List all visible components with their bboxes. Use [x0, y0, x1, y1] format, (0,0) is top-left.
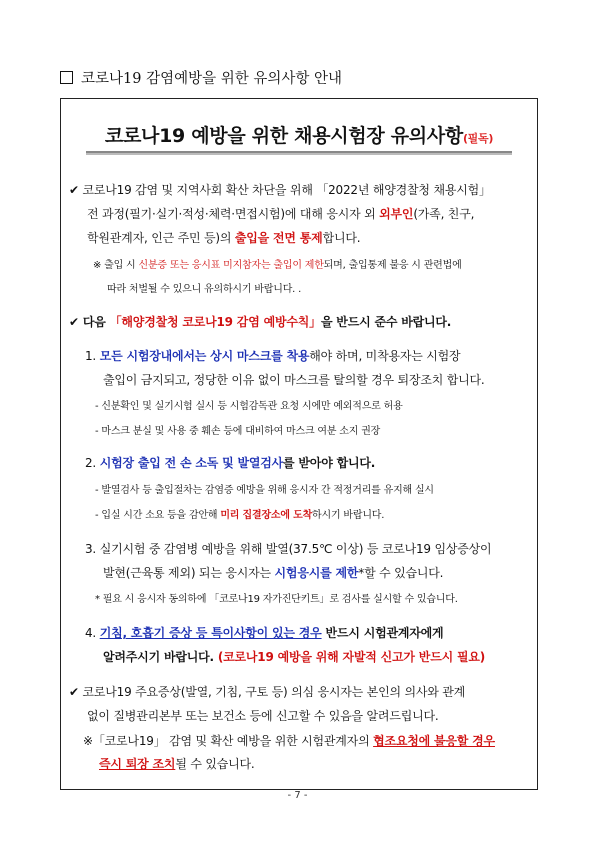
bullet3-line2: 없이 질병관리본부 또는 보건소 등에 신고할 수 있음을 알려드립니다. [87, 709, 439, 723]
item4-text-b: 기침, 호흡기 증상 등 특이사항이 있는 경우 [99, 626, 322, 640]
item2-text-b: 시험장 출입 전 손 소독 및 발열검사 [99, 456, 284, 470]
note2-text-a: ※「코로나19」 감염 및 확산 예방을 위한 시험관계자의 [83, 734, 374, 748]
note2-text-b: 협조요청에 불응할 경우 [373, 734, 495, 748]
item3-text2c: *할 수 있습니다. [358, 566, 444, 580]
check-icon: ✔ [69, 685, 79, 699]
bullet1-text3a: 학원관계자, 인근 주민 등)의 [87, 231, 235, 245]
note2-text2a: 즉시 퇴장 조치 [99, 757, 176, 771]
item3-line2 [103, 564, 443, 581]
note1-text-a: ※ 출입 시 [93, 260, 139, 271]
item4-text2a: 알려주시기 바랍니다. [103, 650, 218, 664]
item4-num: 4. [85, 626, 97, 640]
checkbox-icon [60, 71, 73, 84]
item2-num: 2. [85, 456, 97, 470]
bullet1-line3 [87, 229, 360, 246]
section-heading [60, 67, 342, 88]
note2-line1 [83, 732, 495, 749]
bullet3-line1 [69, 683, 465, 700]
bullet1-text2a: 전 과정(필기·실기·적성·체력·면접시험)에 대해 응시자 외 [87, 207, 380, 221]
bullet1-line1 [69, 181, 491, 198]
item2-line1 [85, 454, 375, 471]
item2-sub2-c: 하시기 바랍니다. [312, 510, 385, 521]
item4-text-c: 반드시 시험관계자에게 [321, 626, 444, 640]
page-number: - 7 - [287, 790, 308, 801]
item2-sub2-b: 미리 집결장소에 도착 [220, 510, 313, 521]
item1-text-c: 해야 하며, 미착용자는 시험장 [309, 349, 461, 363]
item4-line1 [85, 624, 443, 641]
item3-line1 [85, 540, 491, 557]
note1-text-b: 신분증 또는 응시표 미지참자는 출입이 제한 [138, 260, 324, 271]
note2-text2b: 될 수 있습니다. [175, 757, 255, 771]
box-title [61, 121, 537, 148]
bullet2-line [69, 313, 451, 330]
bullet1-text3c: 합니다. [322, 231, 361, 245]
item1-text-b: 모든 시험장내에서는 상시 마스크를 착용 [99, 349, 310, 363]
item2-sub1: - 발열검사 등 출입절차는 감염증 예방을 위해 응시자 간 적정거리를 유지해 실시 [95, 485, 434, 496]
item4-line2 [103, 648, 485, 665]
required-tag: (필독) [462, 132, 494, 145]
check-icon: ✔ [69, 315, 79, 329]
item2-sub2-a: - 입실 시간 소요 등을 감안해 [95, 510, 221, 521]
bullet1-text2c: (가족, 친구, [413, 207, 475, 221]
bullet1-line2 [87, 205, 474, 222]
note1-line2: 따라 처벌될 수 있으니 유의하시기 바랍니다. . [107, 284, 302, 295]
box-title-text: 코로나19 예방을 위한 채용시험장 유의사항 [104, 125, 463, 147]
check-icon: ✔ [69, 183, 79, 197]
item3-sub1: * 필요 시 응시자 동의하에 「코로나19 자가진단키트」로 검사를 실시할 수 있습니다. [95, 594, 458, 605]
item2-text-c: 를 받아야 합니다. [283, 456, 376, 470]
item1-sub1: - 신분확인 및 실기시험 실시 등 시험감독관 요청 시에만 예외적으로 허용 [95, 401, 403, 412]
bullet2-text-a: 다음 [82, 315, 110, 329]
note1-line1 [93, 256, 462, 271]
title-underline [86, 151, 512, 155]
bullet1-text2b: 외부인 [379, 207, 414, 221]
item2-sub2 [95, 506, 384, 521]
item1-line2: 출입이 금지되고, 정당한 이유 없이 마스크를 탈의할 경우 퇴장조치 합니다. [103, 373, 485, 387]
section-heading-text: 코로나19 감염예방을 위한 유의사항 안내 [81, 71, 342, 87]
bullet3-text1: 코로나19 주요증상(발열, 기침, 구토 등) 의심 응시자는 본인의 의사와 관계 [82, 685, 466, 699]
item3-text2b: 시험응시를 제한 [274, 566, 359, 580]
bullet1-text1: 코로나19 감염 및 지역사회 확산 차단을 위해 「2022년 해양경찰청 채용시험」 [82, 183, 491, 197]
item1-sub2: - 마스크 분실 및 사용 중 훼손 등에 대비하여 마스크 여분 소지 권장 [95, 426, 381, 437]
item1-num: 1. [85, 349, 97, 363]
bullet1-text3b: 출입을 전면 통제 [234, 231, 323, 245]
note2-line2 [99, 755, 255, 772]
item3-text1: 실기시험 중 감염병 예방을 위해 발열(37.5℃ 이상) 등 코로나19 임상증상이 [99, 542, 492, 556]
bullet2-text-c: 을 반드시 준수 바랍니다. [320, 315, 452, 329]
item4-text2b: (코로나19 예방을 위해 자발적 신고가 반드시 필요) [217, 650, 486, 664]
item3-num: 3. [85, 542, 97, 556]
bullet2-text-b: 「해양경찰청 코로나19 감염 예방수칙」 [109, 315, 321, 329]
notice-box [60, 98, 538, 790]
item3-text2a: 발현(근육통 제외) 되는 응시자는 [103, 566, 275, 580]
item1-line1 [85, 347, 460, 364]
note1-text-c: 되며, 출입통제 불응 시 관련법에 [323, 260, 462, 271]
